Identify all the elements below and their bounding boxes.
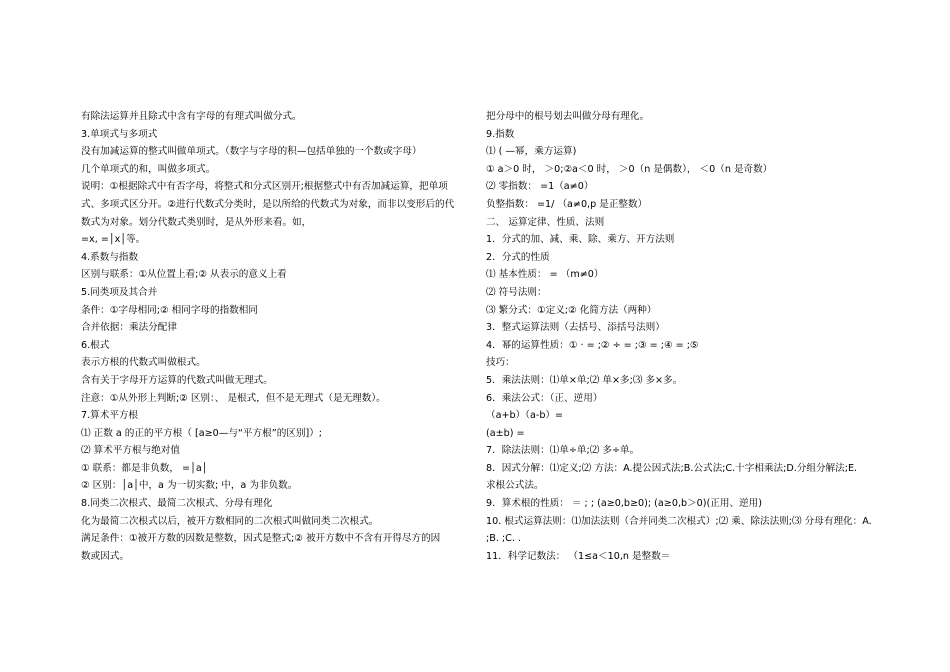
text-line: 表示方根的代数式叫做根式。 bbox=[81, 357, 206, 369]
text-line: 3.单项式与多项式 bbox=[81, 128, 158, 140]
text-line: 含有关于字母开方运算的代数式叫做无理式。 bbox=[81, 374, 273, 386]
text-line: 数或因式。 bbox=[81, 550, 129, 562]
text-line: ⑴ 基本性质： = （m≠0） bbox=[486, 269, 604, 281]
text-line: ;B. ;C. . bbox=[486, 533, 521, 545]
text-line: 合并依据：乘法分配律 bbox=[81, 322, 177, 334]
text-line: 负整指数： =1/ （a≠0,p 是正整数） bbox=[486, 198, 648, 210]
text-line: 10. 根式运算法则：⑴加法法则（合并同类二次根式）;⑵ 乘、除法法则;⑶ 分母有理化：A. bbox=[486, 515, 872, 527]
text-line: 区别与联系：①从位置上看;② 从表示的意义上看 bbox=[81, 269, 287, 281]
text-line: 9．算术根的性质： ＝ ; ; (a≥0,b≥0); (a≥0,b＞0)(正用、逆用) bbox=[486, 498, 762, 510]
text-line: ⑵ 零指数： =1（a≠0） bbox=[486, 181, 594, 193]
left-column bbox=[81, 108, 466, 565]
text-line: ⑴ 正数 a 的正的平方根（ [a≥0—与“平方根”的区别]）; bbox=[81, 427, 323, 439]
text-line: 9.指数 bbox=[486, 128, 515, 140]
text-line: 8.同类二次根式、最简二次根式、分母有理化 bbox=[81, 498, 273, 510]
text-line: 式、多项式区分开。②进行代数式分类时，是以所给的代数式为对象，而非以变形后的代 bbox=[81, 198, 455, 210]
text-line: 化为最简二次根式以后，被开方数相同的二次根式叫做同类二次根式。 bbox=[81, 515, 379, 527]
text-line: 没有加减运算的整式叫做单项式。（数字与字母的积—包括单独的一个数或字母） bbox=[81, 146, 422, 158]
text-line: 8．因式分解：⑴定义;⑵ 方法：A.提公因式法;B.公式法;C.十字相乘法;D.分组分解法;E. bbox=[486, 462, 858, 474]
text-line: 6.根式 bbox=[81, 339, 110, 351]
text-line: 技巧： bbox=[486, 357, 515, 369]
text-line: ② 区别：│a│中，a 为一切实数; 中，a 为非负数。 bbox=[81, 480, 298, 492]
text-line: ① 联系：都是非负数， =│a│ bbox=[81, 462, 208, 474]
text-line: 条件：①字母相同;② 相同字母的指数相同 bbox=[81, 304, 258, 316]
text-line: 说明：①根据除式中有否字母，将整式和分式区别开;根据整式中有否加减运算，把单项 bbox=[81, 181, 448, 193]
text-line: 有除法运算并且除式中含有字母的有理式叫做分式。 bbox=[81, 111, 302, 122]
text-line: 数式为对象。划分代数式类别时，是从外形来看。如， bbox=[81, 216, 312, 228]
text-line: 满足条件：①被开方数的因数是整数，因式是整式;② 被开方数中不含有开得尽方的因 bbox=[81, 533, 441, 545]
text-line: ⑴ ( —幂，乘方运算) bbox=[486, 146, 577, 158]
text-line: 6．乘法公式：（正、逆用） bbox=[486, 392, 603, 404]
right-column bbox=[486, 108, 876, 565]
text-line: ⑵ 符号法则： bbox=[486, 286, 547, 298]
text-line: 11．科学记数法： （1≤a＜10,n 是整数＝ bbox=[486, 550, 671, 562]
text-line: 3．整式运算法则（去括号、添括号法则） bbox=[486, 322, 665, 334]
text-line: 5．乘法法则：⑴单×单;⑵ 单×多;⑶ 多×多。 bbox=[486, 374, 683, 386]
text-line: ⑶ 繁分式：①定义;② 化简方法（两种） bbox=[486, 304, 657, 316]
text-line: 几个单项式的和，叫做多项式。 bbox=[81, 163, 216, 175]
text-line: ⑵ 算术平方根与绝对值 bbox=[81, 445, 180, 457]
text-line: ① a＞0 时， ＞0;②a＜0 时， ＞0（n 是偶数）， ＜0（n 是奇数） bbox=[486, 163, 773, 175]
text-line: 求根公式法。 bbox=[486, 480, 544, 492]
text-line: =x, =│x│等。 bbox=[81, 234, 146, 246]
text-line: 7．除法法则：⑴单÷单;⑵ 多÷单。 bbox=[486, 445, 640, 457]
text-line: 把分母中的根号划去叫做分母有理化。 bbox=[486, 111, 650, 122]
text-line: 1．分式的加、减、乘、除、乘方、开方法则 bbox=[486, 234, 675, 246]
text-line: 2．分式的性质 bbox=[486, 251, 550, 263]
text-line: (a±b) = bbox=[486, 427, 525, 439]
text-line: 5.同类项及其合并 bbox=[81, 286, 158, 298]
text-line: 4．幂的运算性质：① · = ;② ÷ = ;③ = ;④ = ;⑤ bbox=[486, 339, 699, 351]
text-line: 二、 运算定律、性质、法则 bbox=[486, 216, 605, 228]
text-line: 4.系数与指数 bbox=[81, 251, 139, 263]
text-line: 注意：①从外形上判断;② 区别：、 是根式，但不是无理式（是无理数）。 bbox=[81, 392, 386, 404]
text-line: 7.算术平方根 bbox=[81, 410, 139, 422]
text-line: （a+b）（a-b）= bbox=[486, 410, 564, 422]
